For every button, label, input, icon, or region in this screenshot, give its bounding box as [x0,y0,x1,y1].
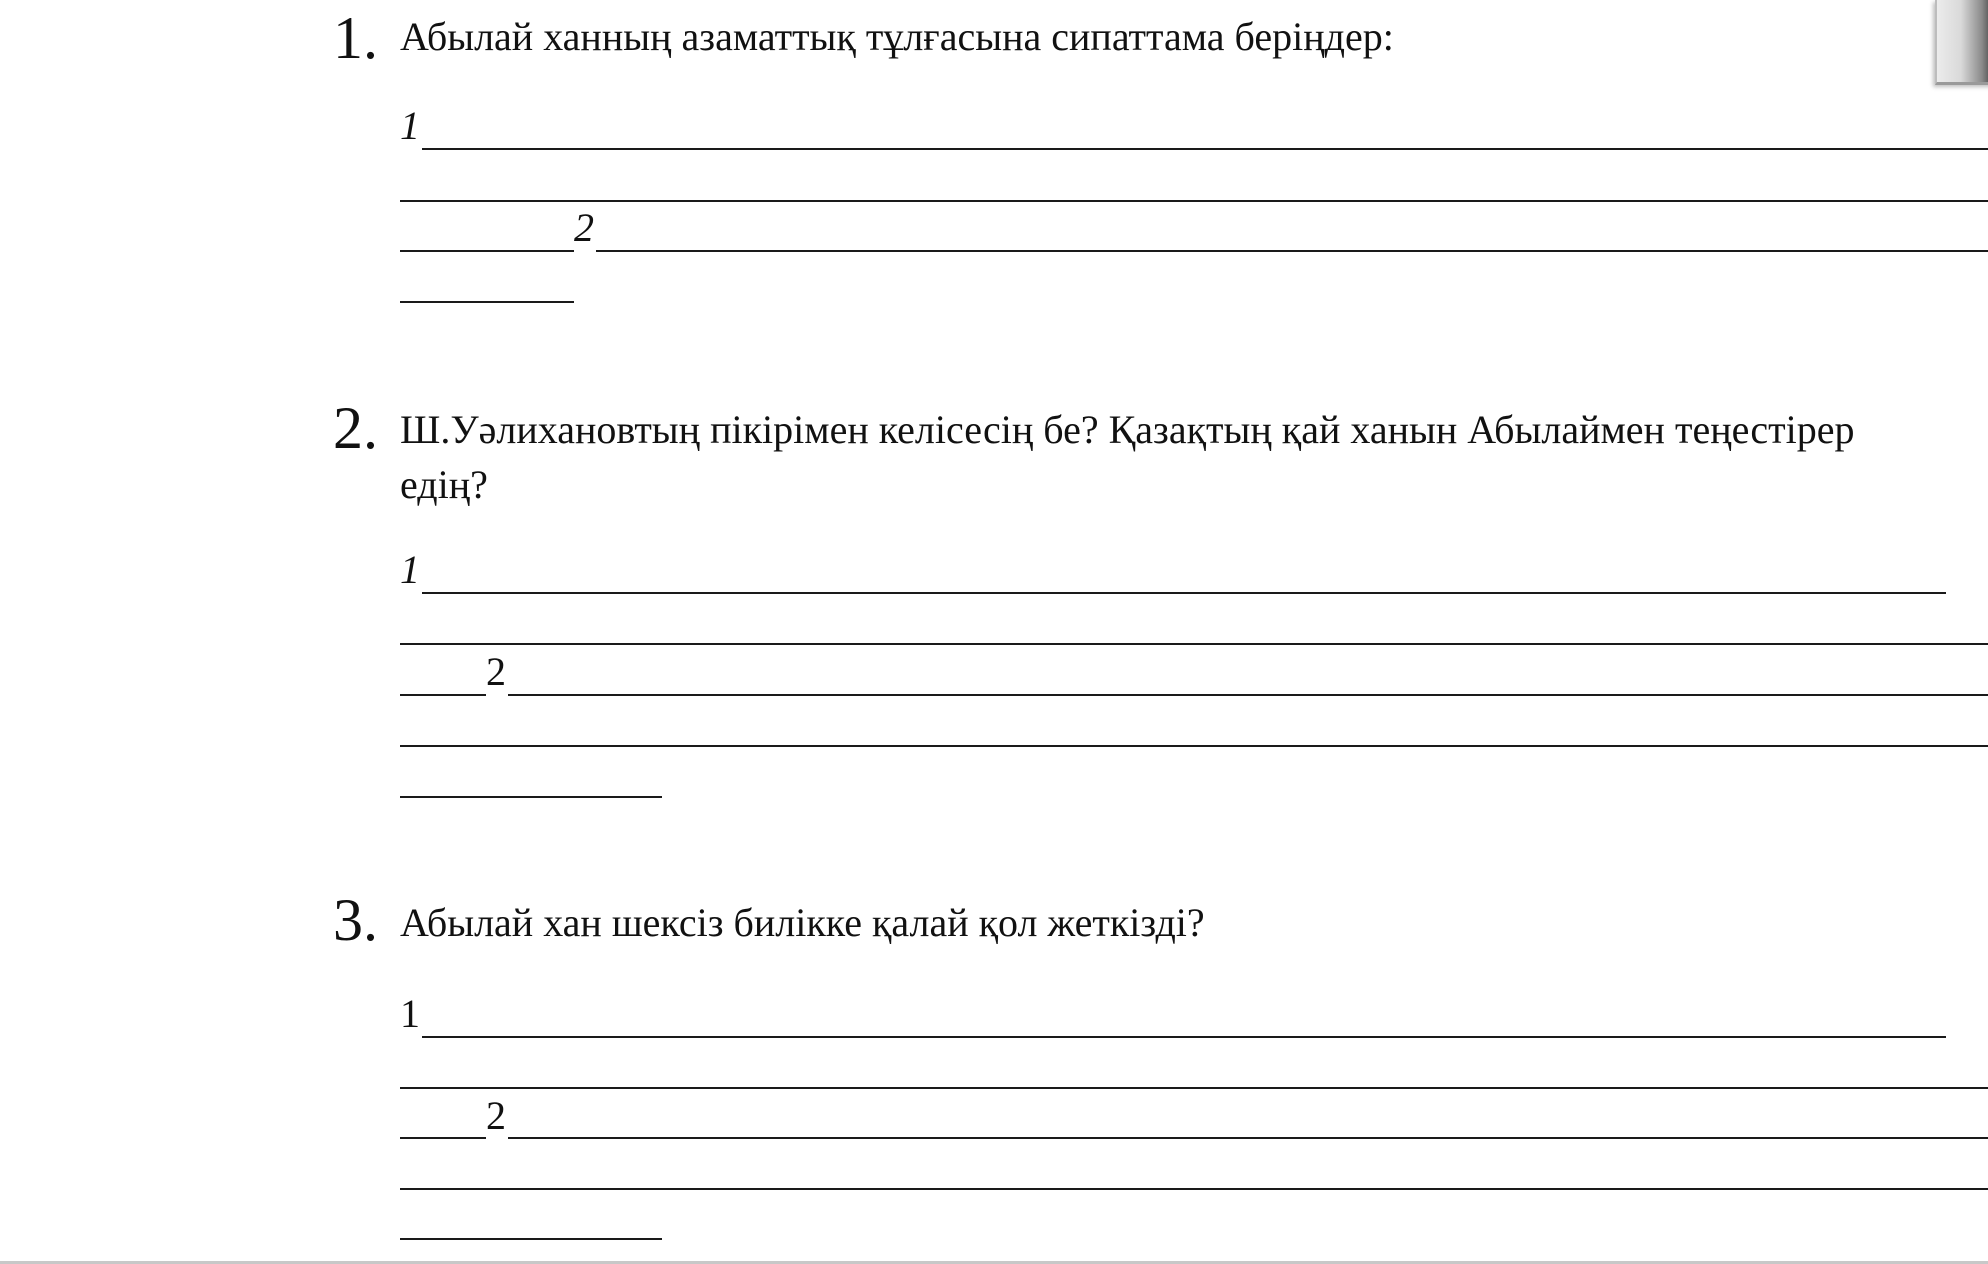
q3-answer-line[interactable] [400,1137,486,1139]
q2-answer-mark-1: 1 [400,547,420,592]
q1-answer-line[interactable] [400,250,574,252]
q2-answer-line[interactable] [400,796,662,798]
q1-answer-mark-2: 2 [574,205,594,250]
q1-answer-line[interactable] [400,200,1988,202]
q3-answer-mark-1: 1 [400,991,420,1036]
question-2-text-continued: едің? [400,462,488,507]
q1-answer-mark-1: 1 [400,103,420,148]
q3-answer-mark-2: 2 [486,1093,506,1138]
q1-answer-line[interactable] [400,301,574,303]
q2-answer-line[interactable] [400,694,486,696]
q2-answer-line[interactable] [422,592,1946,594]
q2-answer-mark-2: 2 [486,649,506,694]
q3-answer-line[interactable] [508,1137,1988,1139]
question-3-number: 3. [333,887,378,953]
q3-answer-line[interactable] [422,1036,1946,1038]
q3-answer-line[interactable] [400,1238,662,1240]
question-2-number: 2. [333,395,378,461]
q1-answer-line[interactable] [422,148,1988,150]
q2-answer-line[interactable] [400,745,1988,747]
q3-answer-line[interactable] [400,1087,1988,1089]
question-1-number: 1. [333,5,378,71]
question-1-text: Абылай ханның азаматтық тұлғасына сипаттама беріңдер: [400,14,1394,59]
question-3-text: Абылай хан шексіз билікке қалай қол жеткізді? [400,900,1205,945]
corner-photo-thumbnail [1935,0,1988,85]
q1-answer-line[interactable] [596,250,1988,252]
q3-answer-line[interactable] [400,1188,1988,1190]
q2-answer-line[interactable] [400,643,1988,645]
question-2-text: Ш.Уәлихановтың пікірімен келісесің бе? Қазақтың қай ханын Абылаймен теңестірер [400,407,1855,452]
q2-answer-line[interactable] [508,694,1988,696]
